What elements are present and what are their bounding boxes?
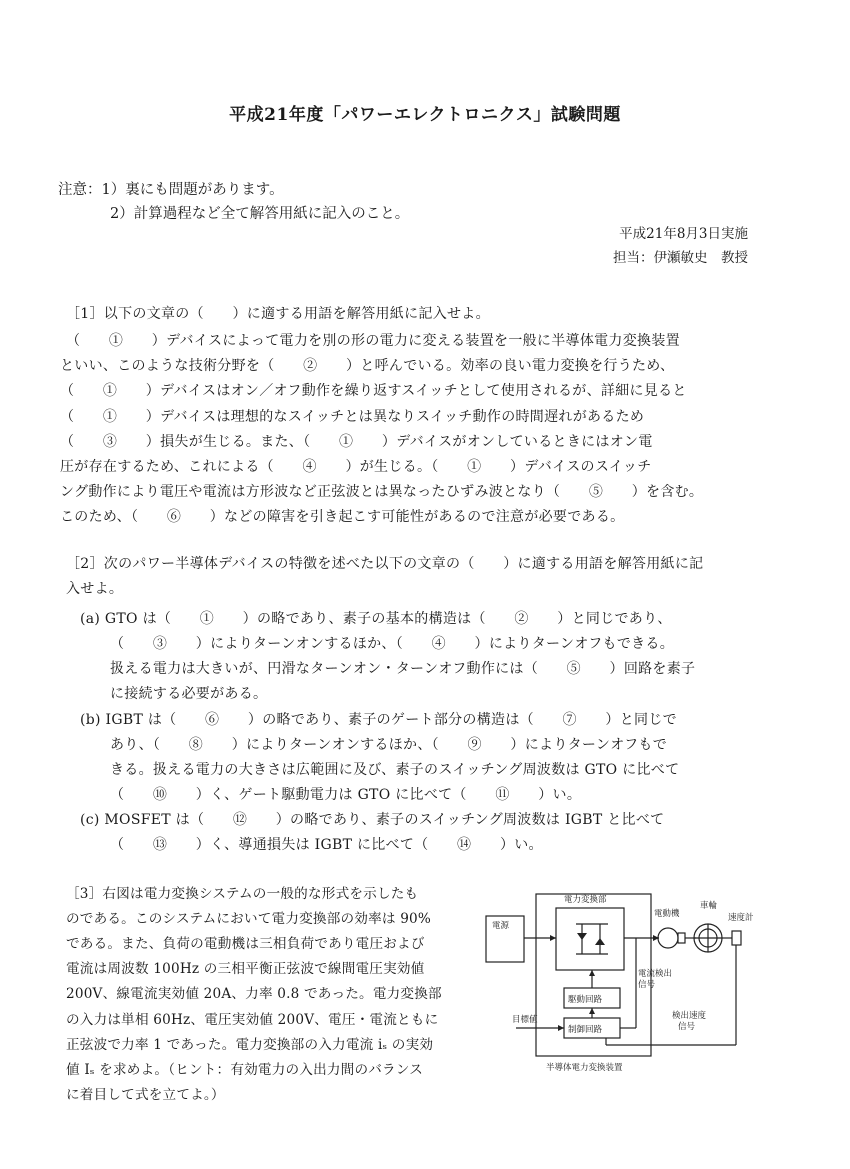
q2-line-0: ［2］次のパワー半導体デバイスの特徴を述べた以下の文章の（ ）に適する用語を解答用紙に記: [66, 556, 704, 572]
motor-label: 電動機: [654, 909, 680, 919]
speedometer-icon: [732, 931, 741, 945]
q1-line-3: （ ① ）デバイスはオン／オフ動作を繰り返すスイッチとして使用されるが、詳細に見ると: [60, 383, 687, 399]
q3-line-0: ［3］右図は電力変換システムの一般的な形式を示したも: [66, 886, 419, 902]
speed-signal-label-1: 検出速度: [672, 1011, 707, 1021]
q2-line-2: (a) GTO は（ ① ）の略であり、素子の基本的構造は（ ② ）と同じであり、: [80, 611, 672, 627]
q2-line-1: 入せよ。: [66, 581, 124, 597]
drive-circuit-label: 駆動回路: [568, 995, 603, 1005]
q2-line-6: (b) IGBT は（ ⑥ ）の略であり、素子のゲート部分の構造は（ ⑦ ）と同じで: [80, 712, 677, 728]
power-source-label: 電源: [492, 921, 510, 931]
note-2: [110, 202, 409, 223]
q1-line-0: ［1］以下の文章の（ ）に適する用語を解答用紙に記入せよ。: [66, 306, 490, 322]
q2-line-7: あり、（ ⑧ ）によりターンオンするほか、（ ⑨ ）によりターンオフもで: [110, 737, 668, 753]
q2-line-5: に接続する必要がある。: [110, 686, 268, 702]
q1-line-5: （ ③ ）損失が生じる。また、（ ① ）デバイスがオンしているときにはオン電: [60, 434, 653, 450]
q1-line-1: （ ① ）デバイスによって電力を別の形の電力に変える装置を一般に半導体電力変換装置: [66, 333, 680, 349]
q1-line-7: ング動作により電圧や電流は方形波など正弦波とは異なったひずみ波となり（ ⑤ ）を含む。: [60, 484, 704, 500]
wheel-label: 車輪: [700, 901, 718, 911]
q3-line-8: に着目して式を立てよ。）: [66, 1087, 225, 1103]
note-label: 注意：: [58, 182, 102, 198]
q3-line-6: 正弦波で力率 1 であった。電力変換部の入力電流 iₛ の実効: [66, 1037, 434, 1053]
q3-line-2: である。また、負荷の電動機は三相負荷であり電圧および: [66, 936, 425, 952]
q3-line-3: 電流は周波数 100Hz の三相平衡正弦波で線間電圧実効値: [66, 961, 425, 977]
q2-line-11: （ ⑬ ）く、導通損失は IGBT に比べて（ ⑭ ）い。: [110, 837, 543, 853]
exam-date: 平成21年8月3日実施: [619, 226, 748, 242]
converter-box: [556, 908, 624, 970]
converter-label: 電力変換部: [564, 895, 607, 905]
target-value-label: 目標値: [512, 1015, 538, 1025]
q3-line-4: 200V、線電流実効値 20A、力率 0.8 であった。電力変換部: [66, 986, 442, 1002]
speedometer-label: 速度計: [728, 913, 754, 923]
note-item-2: 2）計算過程など全て解答用紙に記入のこと。: [110, 206, 410, 222]
note-1: [58, 178, 284, 199]
device-label: 半導体電力変換装置: [546, 1063, 623, 1073]
exam-title: 平成21年度「パワーエレクトロニクス」試験問題: [229, 105, 621, 125]
q2-line-9: （ ⑩ ）く、ゲート駆動電力は GTO に比べて（ ⑪ ）い。: [110, 787, 582, 803]
q3-line-7: 値 Iₛ を求めよ。（ヒント：有効電力の入出力間のバランス: [66, 1062, 424, 1078]
q3-line-1: のである。このシステムにおいて電力変換部の効率は 90%: [66, 911, 432, 927]
q1-line-6: 圧が存在するため、これによる（ ④ ）が生じる。（ ① ）デバイスのスイッチ: [60, 459, 652, 475]
q1-line-4: （ ① ）デバイスは理想的なスイッチとは異なりスイッチ動作の時間遅れがあるため: [60, 409, 645, 425]
current-signal-label-2: 信号: [638, 980, 656, 990]
current-signal-label-1: 電流検出: [638, 969, 673, 979]
q3-line-5: の入力は単相 60Hz、電圧実効値 200V、電圧・電流ともに: [66, 1012, 439, 1028]
q1-line-8: このため、（ ⑥ ）などの障害を引き起こす可能性があるので注意が必要である。: [60, 509, 625, 525]
power-conversion-diagram: [476, 880, 766, 1080]
q2-line-8: きる。扱える電力の大きさは広範囲に及び、素子のスイッチング周波数は GTO に比べて: [110, 762, 680, 778]
instructor: 担当：伊瀬敏史 教授: [613, 250, 748, 266]
note-item-1: 1）裏にも問題があります。: [101, 182, 284, 198]
q1-line-2: といい、このような技術分野を（ ② ）と呼んでいる。効率の良い電力変換を行うため、: [60, 358, 675, 374]
q2-line-3: （ ③ ）によりターンオンするほか、（ ④ ）によりターンオフもできる。: [110, 636, 675, 652]
control-circuit-label: 制御回路: [568, 1025, 603, 1035]
q2-line-10: (c) MOSFET は（ ⑫ ）の略であり、素子のスイッチング周波数は IGBT と比べて: [80, 812, 665, 828]
speed-signal-label-2: 信号: [678, 1022, 696, 1032]
q2-line-4: 扱える電力は大きいが、円滑なターンオン・ターンオフ動作には（ ⑤ ）回路を素子: [110, 661, 696, 677]
motor-icon: [658, 928, 678, 948]
